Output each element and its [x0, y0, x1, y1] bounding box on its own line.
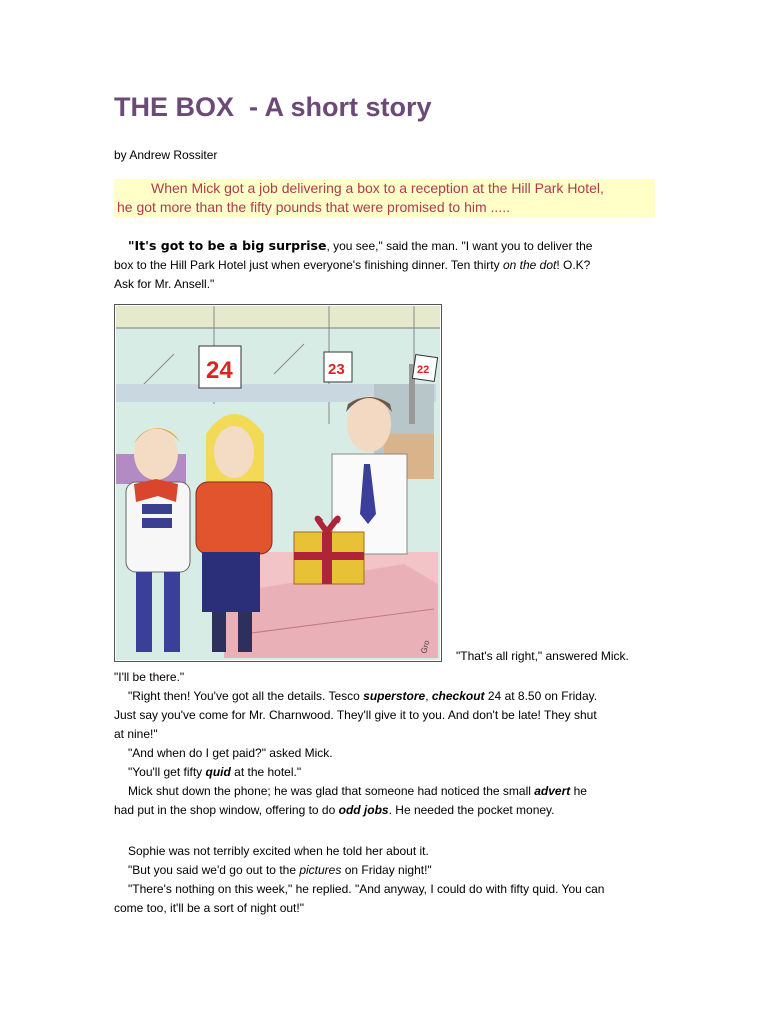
dialogue-line-8 [114, 801, 654, 820]
text-beside-image: "That's all right," answered Mick. [456, 649, 629, 663]
text-span: 24 at 8.50 on Friday. [484, 689, 598, 703]
byline: by Andrew Rossiter [114, 148, 218, 162]
text-span: had put in the shop window, offering to do [114, 803, 339, 817]
dialogue-line-6 [114, 763, 654, 782]
text-span: , you see," said the man. "I want you to deliver the [326, 239, 593, 253]
text-span: "You'll get fifty [128, 765, 206, 779]
text-span: , [425, 689, 432, 703]
paragraph-3-line-2 [114, 861, 654, 880]
dialogue-line-7 [114, 782, 654, 801]
supermarket-illustration [114, 304, 442, 662]
text-span: ! O.K? [556, 258, 591, 272]
bold-quote: "It's got to be a big surprise [128, 238, 327, 253]
text-span: . He needed the pocket money. [388, 803, 555, 817]
paragraph-1-line-1 [114, 236, 654, 256]
dialogue-line-4: at nine!" [114, 727, 158, 741]
checkout-sign-22: 22 [417, 364, 430, 376]
paragraph-3-line-3: "There's nothing on this week," he replied. "And anyway, I could do with fifty quid. You can [128, 882, 605, 896]
story-title: THE BOX - A short story [114, 92, 432, 122]
dialogue-line-5: "And when do I get paid?" asked Mick. [128, 746, 333, 760]
vocab-word: quid [205, 765, 231, 779]
paragraph-3 [114, 842, 654, 918]
vocab-word: advert [534, 784, 571, 798]
paragraph-1-line-3: Ask for Mr. Ansell." [114, 277, 215, 291]
paragraph-2 [114, 668, 654, 820]
vocab-word: superstore [363, 689, 426, 703]
text-span: Mick shut down the phone; he was glad that someone had noticed the small [128, 784, 535, 798]
dialogue-line-3: Just say you've come for Mr. Charnwood. They'll give it to you. And don't be late! They shut [114, 708, 597, 722]
italic-phrase: pictures [299, 863, 342, 877]
checkout-sign-24: 24 [206, 357, 233, 384]
intro-line-1: When Mick got a job delivering a box to a reception at the Hill Park Hotel, [151, 180, 604, 196]
text-span: on Friday night!" [341, 863, 432, 877]
paragraph-1-line-2 [114, 256, 654, 275]
intro-box [114, 179, 655, 218]
italic-phrase: on the dot [502, 258, 557, 272]
vocab-word: checkout [431, 689, 485, 703]
paragraph-1 [114, 236, 654, 294]
dialogue-line-2 [114, 687, 654, 706]
dialogue-line-1: "I'll be there." [114, 670, 185, 684]
paragraph-3-line-4: come too, it'll be a sort of night out!" [114, 901, 304, 915]
paragraph-3-line-1: Sophie was not terribly excited when he told her about it. [128, 844, 429, 858]
artist-signature: Gro [419, 639, 432, 655]
text-span: "Right then! You've got all the details. Tesco [128, 689, 364, 703]
text-span: at the hotel." [230, 765, 302, 779]
vocab-word: odd jobs [338, 803, 389, 817]
text-span: he [570, 784, 587, 798]
checkout-sign-23: 23 [328, 361, 345, 378]
text-span: "But you said we'd go out to the [128, 863, 300, 877]
text-span: box to the Hill Park Hotel just when everyone's finishing dinner. Ten thirty [114, 258, 503, 272]
intro-line-2: he got more than the fifty pounds that were promised to him ..... [117, 199, 510, 215]
